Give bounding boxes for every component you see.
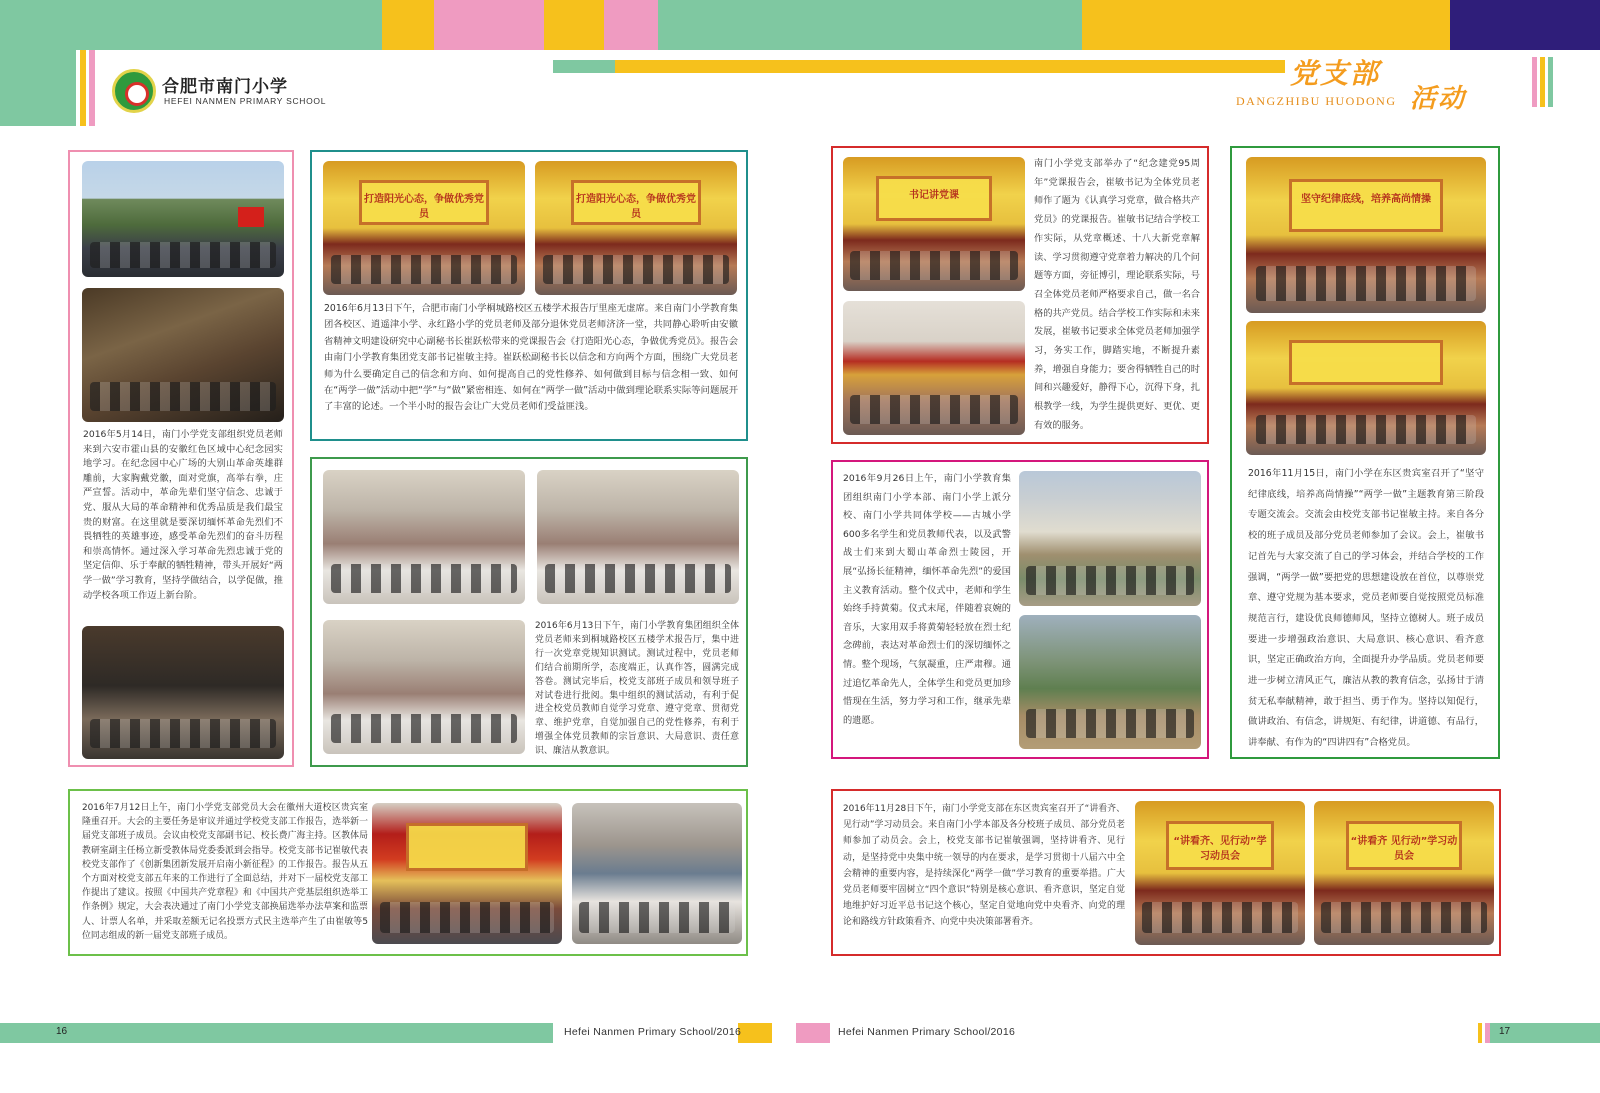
panel-party95 <box>831 146 1209 444</box>
photo-party-lecture <box>843 157 1025 291</box>
photo-oath-ceremony <box>82 161 284 277</box>
photo-banner <box>1289 340 1443 386</box>
photo-banner <box>359 180 488 226</box>
photo-people <box>1026 566 1193 596</box>
panel-sep26 <box>831 460 1209 759</box>
photo-banner <box>1166 821 1275 870</box>
panel-nov28 <box>831 789 1501 956</box>
photo-voting <box>572 803 742 944</box>
section-title-primary: 党支部 <box>1290 57 1381 90</box>
footer-bar-left-green <box>0 1023 553 1043</box>
article-jun13-test: 2016年6月13日下午，南门小学教育集团组织全体党员老师来到桐城路校区五楼学术报告厅，集中进行一次党章党规知识测试。测试过程中，党员老师们结合前期所学，态度端正，认真作答，圆满完成答卷。测试完毕后，校党支部班子成员和领导班子对试卷进行批阅。集中组织的测试活动，有利于促进全校党员教师自觉学习党章、遵守党章、贯彻党章、维护党章，自觉加强自己的党性修养，有利于增强全体党员教师的宗旨意识、大局意识、责任意识、廉洁从教意识。 <box>535 621 739 757</box>
photo-people <box>1142 902 1298 934</box>
banner-caption: 坚守纪律底线，培养高尚情操 <box>1301 194 1431 206</box>
photo-people <box>545 564 731 593</box>
photo-people <box>1026 709 1193 738</box>
photo-exchange-meeting-1 <box>1246 157 1486 313</box>
strip-pink-1 <box>434 0 544 50</box>
school-logo <box>112 69 156 113</box>
banner-caption: 打造阳光心态，争做优秀党员 <box>364 193 484 220</box>
strip-yellow-2 <box>544 0 604 50</box>
strip-navy <box>1450 0 1600 50</box>
footer-bar-left-yellow <box>738 1023 772 1043</box>
photo-banner <box>1346 821 1461 870</box>
footer-school-left: Hefei Nanmen Primary School/2016 <box>564 1026 742 1038</box>
top-color-strip <box>0 0 1600 50</box>
page-number-left: 16 <box>56 1026 68 1037</box>
photo-test-writing-1 <box>323 470 525 604</box>
photo-lecture-stage <box>323 161 525 295</box>
article-party95: 南门小学党支部举办了“纪念建党95周年”党课报告会，崔敏书记为全体党员老师作了题为《认真学习党章，做合格共产党员》的党课报告。崔敏书记结合学校工作实际，从党章概述、十八大新党章解读、学习贯彻遵守党章着力解决的几个问题等方面，旁征博引，理论联系实际，号召全体党员老师严格要求自己，做一名合格的共产党员。结合学校工作实际和未来发展，崔敏书记要求全体党员老师加强学习，务实工作，脚踏实地，不断提升素养，增强自身能力；要舍得牺牲自己的时间和兴趣爱好，静得下心，沉得下身，扎根教学一线，为学生提供更好、更优、更有效的服务。 <box>1034 158 1200 431</box>
photo-banner <box>876 176 993 222</box>
strip-green-1 <box>0 0 382 50</box>
banner-caption: “讲看齐、见行动”学习动员会 <box>1173 835 1267 862</box>
school-name-en: HEFEI NANMEN PRIMARY SCHOOL <box>164 96 327 106</box>
photo-people <box>850 251 1017 280</box>
strip-yellow-1 <box>382 0 434 50</box>
panel-jun13-test <box>310 457 748 767</box>
panel-jul12 <box>68 789 748 956</box>
section-title-secondary: 活动 <box>1410 84 1467 114</box>
photo-memorial-visit <box>82 288 284 422</box>
photo-people <box>331 564 517 593</box>
photo-banner <box>406 823 528 871</box>
photo-banner <box>571 180 700 226</box>
article-may14: 2016年5月14日，南门小学党支部组织党员老师来到六安市霍山县的安徽红色区域中心纪念园实地学习。在纪念园中心广场的大别山革命英雄群雕前，大家胸戴党徽，面对党旗，高举右拳，庄严宣誓。活动中，革命先辈们坚守信念、忠诚于党、服从大局的革命精神和优秀品质是我们最宝贵的财富。在这里就是要深切缅怀革命先烈们不畏牺牲的英雄事迹，感受革命先烈们的奋斗历程和崇高情怀。通过深入学习革命先烈忠诚于党的坚定信仰、乐于奉献的牺牲精神，带头开展好“两学一做”学习教育，坚持学做结合，以学促做，推动学校各项工作迈上新台阶。 <box>83 429 283 601</box>
strip-yellow-3 <box>1082 0 1450 50</box>
photo-people <box>1256 266 1477 300</box>
photo-people <box>380 902 555 933</box>
photo-people <box>90 242 276 268</box>
page-number-right: 17 <box>1499 1026 1511 1037</box>
photo-parade <box>1019 615 1201 749</box>
photo-people <box>331 714 517 743</box>
photo-people <box>90 719 276 748</box>
header-right-stripes <box>1532 57 1568 107</box>
photo-test-invigilation <box>537 470 739 604</box>
photo-lecture-speaker <box>535 161 737 295</box>
header-right-bar-green <box>553 60 615 73</box>
footer-school-right: Hefei Nanmen Primary School/2016 <box>838 1026 1016 1038</box>
panel-nov15 <box>1230 146 1500 759</box>
flag-icon <box>238 207 264 227</box>
footer-bar-right-pink <box>796 1023 830 1043</box>
photo-people <box>543 255 729 284</box>
photo-people <box>1256 415 1477 444</box>
article-sep26: 2016年9月26日上午，南门小学教育集团组织南门小学本部、南门小学上派分校、南门小学共同体学校——古城小学600多名学生和党员教师代表，以及武警战士们来到大蜀山革命烈士陵园，开展“弘扬长征精神，缅怀革命先烈”的爱国主义教育活动。整个仪式中，老师和学生始终手持黄菊。仪式末尾，伴随着哀婉的音乐，大家用双手将黄菊轻轻放在烈士纪念碑前，表达对革命烈士们的深切缅怀之情。整个现场，气氛凝重，庄严肃穆。通过追忆革命先人，全体学生和党员更加珍惜现在生活，努力学习和工作，继承先辈的遗愿。 <box>843 473 1011 726</box>
photo-mobilization-2 <box>1314 801 1494 945</box>
photo-people <box>1321 902 1487 934</box>
photo-people <box>90 382 276 411</box>
photo-people <box>579 902 735 933</box>
photo-banner <box>1289 179 1443 232</box>
photo-exchange-meeting-2 <box>1246 321 1486 455</box>
article-nov15: 2016年11月15日，南门小学在东区贵宾室召开了“坚守纪律底线，培养高尚情操”“两学一做”主题教育第三阶段专题交流会。交流会由校党支部书记崔敏主持。来自各分校的班子成员及部分党员老师参加了会议。会上，崔敏书记首先与大家交流了自己的学习体会，并结合学校的工作强调，“两学一做”要把党的思想建设放在首位，以尊崇党章、遵守党规为基本要求，党员老师要自觉按照党员标准规范言行，建设优良师德师风，坚持立德树人。班子成员要进一步增强政治意识、大局意识、核心意识、看齐意识，坚定正确政治方向，全面提升办学品质。党员老师要进一步树立清风正气，廉洁从教的教育信念，弘扬甘于清贫无私奉献精神，敢于担当、勇于作为。坚持以知促行，做讲政治、有信念，讲规矩、有纪律，讲道德、有品行，讲奉献、有作为的“四讲四有”合格党员。 <box>1248 468 1484 749</box>
strip-green-2 <box>658 0 1082 50</box>
photo-party-screening <box>843 301 1025 435</box>
photo-people <box>850 395 1017 424</box>
article-jun13-lecture: 2016年6月13日下午，合肥市南门小学桐城路校区五楼学术报告厅里座无虚席。来自南门小学教育集团各校区、逍遥津小学、永红路小学的党员老师及部分退休党员老师济济一堂，共同静心聆听由安徽省精神文明建设研究中心副秘书长崔跃松带来的党课报告会《打造阳光心态，争做优秀党员》。报告会由南门小学教育集团党支部书记崔敏主持。崔跃松副秘书长以信念和方向两个方面，围绕广大党员老师为什么要确定自己的信念和方向、如何提高自己的党性修养、如何做到目标与信念相一致、如何在“两学一做”活动中把“学”与“做”紧密相连、如何在“两学一做”活动中做到理论联系实际等问题展开了丰富的论述。一个半小时的报告会让广大党员老师们受益匪浅。 <box>324 303 738 413</box>
article-jul12: 2016年7月12日上午，南门小学党支部党员大会在徽州大道校区贵宾室隆重召开。大会的主要任务是审议并通过学校党支部工作报告，选举新一届党支部班子成员。会议由校党支部副书记、校长费广海主持。区教体局教研室副主任杨立新受教体局党委委派到会指导。校党支部书记崔敏代表校党支部作了《创新集团新发展开启南小新征程》的工作报告。报告从五个方面对校党支部五年来的工作进行了全面总结，并对下一届校党支部工作提出了建议。按照《中国共产党章程》和《中国共产党基层组织选举工作条例》规定，大会表决通过了南门小学党支部换届选举办法草案和监票人、计票人名单，并采取差额无记名投票方式民主选举产生了由崔敏等5位同志组成的新一届党支部班子成员。 <box>82 803 368 941</box>
banner-caption: 书记讲党课 <box>909 189 959 201</box>
photo-monument <box>1019 471 1201 606</box>
header-left-block <box>0 50 76 126</box>
panel-jun13-lecture <box>310 150 748 441</box>
strip-pink-2 <box>604 0 658 50</box>
header-left-stripes <box>80 50 100 126</box>
photo-exhibition-hall <box>82 626 284 759</box>
photo-party-congress <box>372 803 562 944</box>
section-title-en: DANGZHIBU HUODONG <box>1236 94 1397 108</box>
photo-people <box>331 255 517 284</box>
photo-mobilization-1 <box>1135 801 1305 945</box>
photo-test-writing-2 <box>323 620 525 754</box>
banner-caption: “讲看齐 见行动”学习动员会 <box>1350 835 1458 862</box>
banner-caption: 打造阳光心态，争做优秀党员 <box>576 193 696 220</box>
school-name: 合肥市南门小学 <box>162 77 288 97</box>
article-nov28: 2016年11月28日下午，南门小学党支部在东区贵宾室召开了“讲看齐、见行动”学习动员会。来自南门小学本部及各分校班子成员、部分党员老师参加了动员会。会上，校党支部书记崔敏强调，坚持讲看齐、见行动，是坚持党中央集中统一领导的内在要求，是学习贯彻十八届六中全会精神的重要内容，是持续深化“两学一做”学习教育的重要举措。广大党员老师要牢固树立“四个意识”特别是核心意识、看齐意识，坚定自觉地维护好习近平总书记这个核心，坚定自觉地向党中央看齐、向党的理论和路线方针政策看齐、向党中央决策部署看齐。 <box>843 804 1125 928</box>
header-right-bar-yellow <box>615 60 1285 73</box>
footer-bar-right-yellow <box>1478 1023 1482 1043</box>
panel-may14 <box>68 150 294 767</box>
